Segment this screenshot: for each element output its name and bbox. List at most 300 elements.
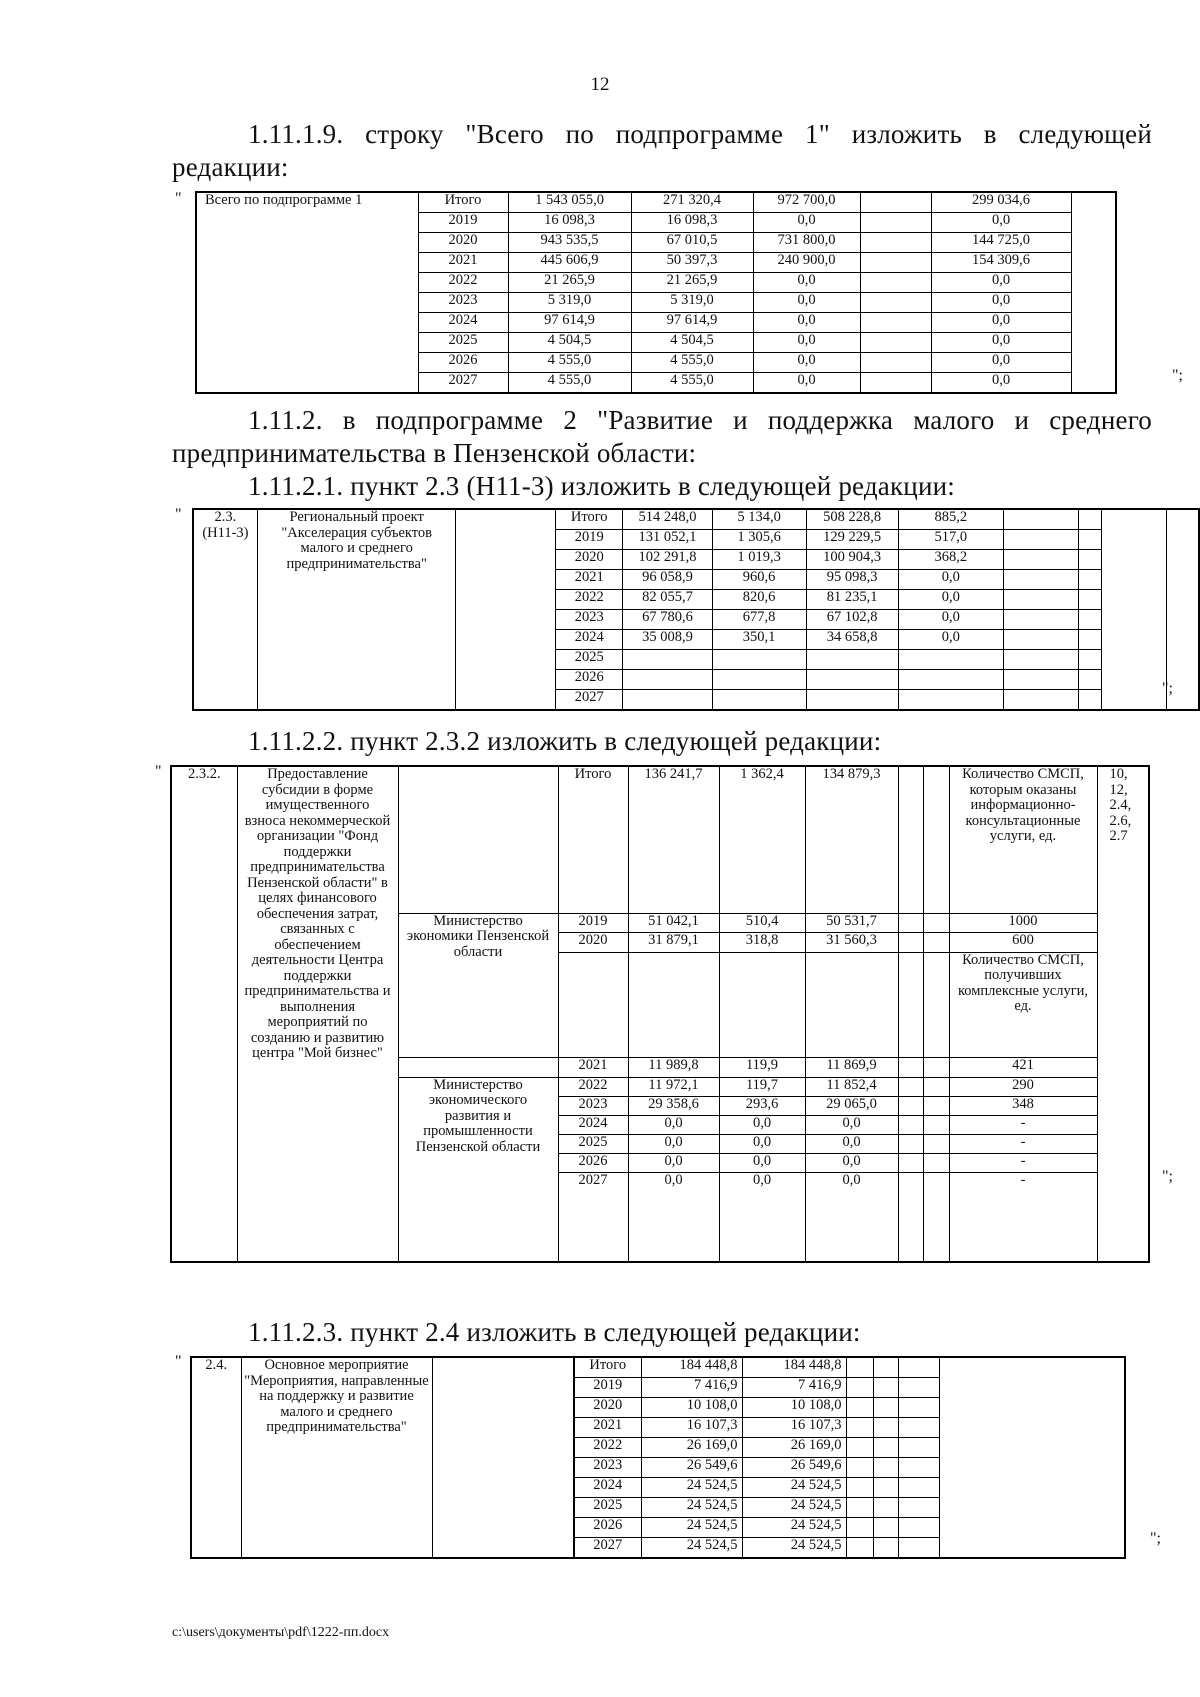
table-cell: 136 241,7 bbox=[628, 766, 719, 913]
year-cell: 2020 bbox=[418, 233, 508, 253]
table-cell: 11 989,8 bbox=[628, 1057, 719, 1077]
table-cell: 51 042,1 bbox=[628, 913, 719, 932]
table-cell: 0,0 bbox=[719, 1115, 805, 1134]
table-item-2-3-2 bbox=[170, 765, 1150, 1263]
table-cell bbox=[712, 670, 806, 690]
table-cell: 0,0 bbox=[931, 333, 1071, 353]
table-cell bbox=[623, 690, 712, 711]
table-cell bbox=[873, 1478, 898, 1498]
table-cell bbox=[898, 1498, 939, 1518]
table-cell: 96 058,9 bbox=[623, 570, 712, 590]
year-cell: 2019 bbox=[558, 913, 628, 932]
year-cell: 2023 bbox=[574, 1458, 641, 1478]
table-cell: 97 614,9 bbox=[508, 313, 631, 333]
table-cell: - bbox=[949, 1134, 1097, 1153]
table-cell bbox=[873, 1357, 898, 1378]
table-cell bbox=[558, 952, 628, 1057]
table-cell bbox=[898, 650, 1003, 670]
table-cell: 16 098,3 bbox=[508, 213, 631, 233]
table-cell: 50 531,7 bbox=[805, 913, 898, 932]
executor-1: Министерство экономики Пензенской области bbox=[398, 913, 558, 1057]
year-cell: 2022 bbox=[574, 1438, 641, 1458]
table-cell bbox=[860, 313, 931, 333]
item-title: Предоставление субсидии в форме имущественного взноса некоммерческой организации "Фонд поддержки предпринимательства Пензенской области" в целях финансового обеспечения затрат, связанных с обеспечением деятельности Центра поддержки предпринимательства и выполнения мероприятий по созданию и развитию центра "Мой бизнес" bbox=[237, 766, 398, 1262]
year-cell: 2022 bbox=[418, 273, 508, 293]
table-cell: 0,0 bbox=[753, 373, 860, 394]
table-cell bbox=[806, 690, 898, 711]
table-cell bbox=[1003, 530, 1078, 550]
table-cell: 144 725,0 bbox=[931, 233, 1071, 253]
table-cell: 4 555,0 bbox=[508, 353, 631, 373]
year-cell: 2019 bbox=[574, 1378, 641, 1398]
table-cell bbox=[846, 1357, 873, 1378]
year-cell: 2024 bbox=[418, 313, 508, 333]
executor-cell bbox=[456, 509, 556, 710]
year-cell: Итого bbox=[418, 192, 508, 213]
table-cell bbox=[1003, 690, 1078, 711]
table-cell bbox=[1003, 630, 1078, 650]
year-cell: 2020 bbox=[558, 932, 628, 952]
row-label: Всего по подпрограмме 1 bbox=[196, 192, 418, 393]
table-cell: 154 309,6 bbox=[931, 253, 1071, 273]
year-cell: 2019 bbox=[418, 213, 508, 233]
table-cell: 885,2 bbox=[898, 509, 1003, 530]
table-cell bbox=[923, 1096, 949, 1115]
table-cell: 0,0 bbox=[719, 1153, 805, 1172]
table-cell bbox=[898, 766, 923, 913]
table-cell bbox=[1079, 509, 1102, 530]
table-cell: 24 524,5 bbox=[641, 1498, 742, 1518]
table-cell: 731 800,0 bbox=[753, 233, 860, 253]
table-cell bbox=[873, 1378, 898, 1398]
table-row bbox=[171, 766, 1149, 913]
table-cell: 131 052,1 bbox=[623, 530, 712, 550]
table-cell bbox=[1003, 650, 1078, 670]
table-item-2-3 bbox=[192, 508, 1200, 711]
table-cell: 81 235,1 bbox=[806, 590, 898, 610]
year-cell: 2020 bbox=[556, 550, 623, 570]
table-cell: 24 524,5 bbox=[742, 1538, 846, 1559]
table-cell bbox=[898, 670, 1003, 690]
table-cell: 26 549,6 bbox=[742, 1458, 846, 1478]
table-cell: 10 108,0 bbox=[742, 1398, 846, 1418]
open-quote: " bbox=[175, 190, 182, 207]
year-cell: Итого bbox=[574, 1357, 641, 1378]
table-cell: 0,0 bbox=[931, 213, 1071, 233]
heading-1-11-1-9-line2: редакции: bbox=[172, 152, 289, 182]
table-cell: 119,9 bbox=[719, 1057, 805, 1077]
table-cell: 293,6 bbox=[719, 1096, 805, 1115]
close-quote: "; bbox=[1162, 680, 1173, 697]
table-cell bbox=[923, 1077, 949, 1096]
table-cell: 184 448,8 bbox=[742, 1357, 846, 1378]
open-quote: " bbox=[175, 1353, 182, 1370]
table-cell bbox=[873, 1458, 898, 1478]
table-cell bbox=[860, 233, 931, 253]
table-cell bbox=[1079, 590, 1102, 610]
heading-1-11-1-9-line1: 1.11.1.9. строку "Всего по подпрограмме 1" изложить в следующей bbox=[248, 119, 1152, 149]
year-cell: 2020 bbox=[574, 1398, 641, 1418]
table-cell bbox=[846, 1438, 873, 1458]
table-cell bbox=[923, 952, 949, 1057]
table-cell: - bbox=[949, 1172, 1097, 1262]
table-cell bbox=[1079, 650, 1102, 670]
table-cell: 5 134,0 bbox=[712, 509, 806, 530]
table-cell bbox=[873, 1518, 898, 1538]
table-cell: 820,6 bbox=[712, 590, 806, 610]
table-cell: 0,0 bbox=[628, 1153, 719, 1172]
table-cell bbox=[898, 1096, 923, 1115]
close-quote: "; bbox=[1150, 1530, 1161, 1547]
table-cell bbox=[806, 650, 898, 670]
year-cell: 2023 bbox=[558, 1096, 628, 1115]
table-cell: 31 560,3 bbox=[805, 932, 898, 952]
table-cell bbox=[923, 766, 949, 913]
table-cell bbox=[860, 213, 931, 233]
table-cell bbox=[923, 1115, 949, 1134]
table-cell: 0,0 bbox=[753, 333, 860, 353]
table-cell: 67 102,8 bbox=[806, 610, 898, 630]
table-cell: 24 524,5 bbox=[742, 1498, 846, 1518]
executor-cell bbox=[398, 766, 558, 913]
table-cell bbox=[898, 952, 923, 1057]
table-cell bbox=[1003, 590, 1078, 610]
table-cell: 11 869,9 bbox=[805, 1057, 898, 1077]
table-cell bbox=[923, 1057, 949, 1077]
table-cell: 0,0 bbox=[931, 293, 1071, 313]
table-cell: 4 504,5 bbox=[508, 333, 631, 353]
table-cell bbox=[846, 1518, 873, 1538]
year-cell: 2026 bbox=[558, 1153, 628, 1172]
year-cell: 2025 bbox=[556, 650, 623, 670]
table-item-2-4 bbox=[190, 1356, 1126, 1559]
table-cell: 24 524,5 bbox=[641, 1518, 742, 1538]
table-cell: 510,4 bbox=[719, 913, 805, 932]
table-cell: 421 bbox=[949, 1057, 1097, 1077]
table-cell: 0,0 bbox=[898, 630, 1003, 650]
table-cell: 0,0 bbox=[931, 313, 1071, 333]
table-cell: 134 879,3 bbox=[805, 766, 898, 913]
table-cell bbox=[1079, 610, 1102, 630]
table-cell: 4 504,5 bbox=[631, 333, 753, 353]
table-subprogram-1-total bbox=[195, 191, 1117, 394]
table-cell bbox=[806, 670, 898, 690]
table-row bbox=[191, 1357, 1125, 1378]
table-cell bbox=[846, 1478, 873, 1498]
table-cell bbox=[898, 1172, 923, 1262]
table-cell: 16 107,3 bbox=[641, 1418, 742, 1438]
table-cell bbox=[898, 1518, 939, 1538]
table-cell bbox=[898, 1115, 923, 1134]
table-cell bbox=[898, 690, 1003, 711]
table-cell bbox=[860, 333, 931, 353]
table-cell: 34 658,8 bbox=[806, 630, 898, 650]
table-cell: 299 034,6 bbox=[931, 192, 1071, 213]
year-cell: Итого bbox=[556, 509, 623, 530]
year-cell: 2023 bbox=[556, 610, 623, 630]
heading-1-11-2-line1: 1.11.2. в подпрограмме 2 "Развитие и поддержка малого и среднего bbox=[248, 405, 1152, 435]
table-row bbox=[193, 509, 1199, 530]
table-cell: 0,0 bbox=[805, 1134, 898, 1153]
year-cell: 2021 bbox=[418, 253, 508, 273]
year-cell: Итого bbox=[558, 766, 628, 913]
year-cell: 2021 bbox=[556, 570, 623, 590]
table-cell bbox=[873, 1398, 898, 1418]
table-cell: 82 055,7 bbox=[623, 590, 712, 610]
table-cell bbox=[860, 373, 931, 394]
year-cell: 2025 bbox=[418, 333, 508, 353]
table-cell: 4 555,0 bbox=[631, 353, 753, 373]
table-cell: 10 108,0 bbox=[641, 1398, 742, 1418]
table-cell bbox=[712, 650, 806, 670]
table-row bbox=[196, 192, 1116, 213]
table-cell bbox=[1079, 670, 1102, 690]
table-cell bbox=[1079, 630, 1102, 650]
close-quote: "; bbox=[1172, 367, 1183, 384]
table-cell bbox=[898, 1357, 939, 1378]
table-cell bbox=[1003, 570, 1078, 590]
table-cell bbox=[873, 1438, 898, 1458]
table-cell: 11 972,1 bbox=[628, 1077, 719, 1096]
table-cell: 35 008,9 bbox=[623, 630, 712, 650]
open-quote: " bbox=[155, 763, 162, 780]
table-cell: 0,0 bbox=[628, 1115, 719, 1134]
table-cell: 972 700,0 bbox=[753, 192, 860, 213]
table-cell bbox=[898, 1478, 939, 1498]
indicator-cell bbox=[939, 1357, 1125, 1558]
table-cell: 26 169,0 bbox=[641, 1438, 742, 1458]
table-cell bbox=[860, 192, 931, 213]
table-cell: 0,0 bbox=[898, 610, 1003, 630]
table-cell: 24 524,5 bbox=[641, 1478, 742, 1498]
table-cell bbox=[846, 1458, 873, 1478]
table-cell: 0,0 bbox=[805, 1172, 898, 1262]
table-cell: 16 107,3 bbox=[742, 1418, 846, 1438]
table-cell: 318,8 bbox=[719, 932, 805, 952]
table-cell: 24 524,5 bbox=[742, 1478, 846, 1498]
table-cell: 102 291,8 bbox=[623, 550, 712, 570]
heading-1-11-2-2: 1.11.2.2. пункт 2.3.2 изложить в следующей редакции: bbox=[248, 726, 882, 756]
year-cell: 2027 bbox=[556, 690, 623, 711]
table-cell: 11 852,4 bbox=[805, 1077, 898, 1096]
table-cell bbox=[873, 1538, 898, 1559]
table-cell: 29 358,6 bbox=[628, 1096, 719, 1115]
table-cell: 348 bbox=[949, 1096, 1097, 1115]
table-cell: 350,1 bbox=[712, 630, 806, 650]
table-cell bbox=[923, 1134, 949, 1153]
table-cell: 16 098,3 bbox=[631, 213, 753, 233]
table-cell bbox=[846, 1378, 873, 1398]
table-cell: 97 614,9 bbox=[631, 313, 753, 333]
table-cell bbox=[1079, 530, 1102, 550]
table-cell: 67 780,6 bbox=[623, 610, 712, 630]
year-cell: 2027 bbox=[558, 1172, 628, 1262]
table-cell bbox=[1003, 670, 1078, 690]
year-cell: 2026 bbox=[574, 1518, 641, 1538]
year-cell: 2024 bbox=[574, 1478, 641, 1498]
table-cell bbox=[873, 1498, 898, 1518]
table-cell: 1 543 055,0 bbox=[508, 192, 631, 213]
table-cell bbox=[712, 690, 806, 711]
table-cell: 1 019,3 bbox=[712, 550, 806, 570]
indicator-1: Количество СМСП, которым оказаны информационно-консультационные услуги, ед. bbox=[949, 766, 1097, 913]
year-cell: 2027 bbox=[418, 373, 508, 394]
table-cell bbox=[898, 932, 923, 952]
table-cell bbox=[898, 913, 923, 932]
year-cell: 2021 bbox=[574, 1418, 641, 1438]
table-cell bbox=[898, 1458, 939, 1478]
table-cell: 271 320,4 bbox=[631, 192, 753, 213]
footer-file-path: c:\users\документы\pdf\1222-пп.docx bbox=[172, 1625, 390, 1640]
table-cell: 29 065,0 bbox=[805, 1096, 898, 1115]
table-cell bbox=[898, 1378, 939, 1398]
table-cell bbox=[846, 1398, 873, 1418]
executor-cell bbox=[432, 1357, 574, 1558]
table-cell: 0,0 bbox=[805, 1153, 898, 1172]
close-quote: "; bbox=[1162, 1168, 1173, 1185]
table-cell: 184 448,8 bbox=[641, 1357, 742, 1378]
table-cell: 600 bbox=[949, 932, 1097, 952]
table-cell: 960,6 bbox=[712, 570, 806, 590]
table-cell: 0,0 bbox=[898, 590, 1003, 610]
table-cell bbox=[846, 1538, 873, 1559]
year-cell: 2027 bbox=[574, 1538, 641, 1559]
links-cell bbox=[1167, 509, 1199, 710]
heading-1-11-2-line2: предпринимательства в Пензенской области: bbox=[172, 438, 697, 468]
table-cell bbox=[860, 273, 931, 293]
table-cell: 67 010,5 bbox=[631, 233, 753, 253]
table-cell bbox=[1003, 550, 1078, 570]
table-cell bbox=[873, 1418, 898, 1438]
table-cell bbox=[623, 650, 712, 670]
table-cell bbox=[898, 1418, 939, 1438]
table-cell: 0,0 bbox=[753, 213, 860, 233]
table-cell: 1000 bbox=[949, 913, 1097, 932]
table-cell bbox=[719, 952, 805, 1057]
year-cell: 2019 bbox=[556, 530, 623, 550]
executor-2: Министерство экономического развития и промышленности Пензенской области bbox=[398, 1077, 558, 1262]
year-cell: 2022 bbox=[558, 1077, 628, 1096]
table-cell bbox=[1079, 570, 1102, 590]
table-cell: 1 305,6 bbox=[712, 530, 806, 550]
year-cell: 2023 bbox=[418, 293, 508, 313]
table-cell: 508 228,8 bbox=[806, 509, 898, 530]
table-cell: 24 524,5 bbox=[641, 1538, 742, 1559]
table-cell: 0,0 bbox=[753, 293, 860, 313]
table-cell: 95 098,3 bbox=[806, 570, 898, 590]
item-title: Региональный проект "Акселерация субъектов малого и среднего предпринимательства" bbox=[257, 509, 456, 710]
table-cell: 50 397,3 bbox=[631, 253, 753, 273]
table-cell bbox=[1079, 690, 1102, 711]
table-cell: 0,0 bbox=[719, 1134, 805, 1153]
year-cell: 2021 bbox=[558, 1057, 628, 1077]
table-cell: 0,0 bbox=[931, 273, 1071, 293]
table-cell: 514 248,0 bbox=[623, 509, 712, 530]
table-cell: 31 879,1 bbox=[628, 932, 719, 952]
table-cell bbox=[898, 1077, 923, 1096]
item-number: 2.3. (Н11-3) bbox=[193, 509, 257, 710]
table-cell bbox=[1003, 610, 1078, 630]
table-cell: 0,0 bbox=[753, 313, 860, 333]
table-cell: 0,0 bbox=[628, 1172, 719, 1262]
table-cell: 26 169,0 bbox=[742, 1438, 846, 1458]
table-cell: 4 555,0 bbox=[508, 373, 631, 394]
table-cell: 5 319,0 bbox=[631, 293, 753, 313]
table-cell: 7 416,9 bbox=[641, 1378, 742, 1398]
table-cell bbox=[860, 353, 931, 373]
table-cell: 0,0 bbox=[719, 1172, 805, 1262]
year-cell: 2024 bbox=[558, 1115, 628, 1134]
year-cell: 2025 bbox=[558, 1134, 628, 1153]
year-cell: 2022 bbox=[556, 590, 623, 610]
table-cell: 368,2 bbox=[898, 550, 1003, 570]
table-cell: 4 555,0 bbox=[631, 373, 753, 394]
table-cell bbox=[846, 1418, 873, 1438]
table-cell bbox=[898, 1398, 939, 1418]
table-cell: 677,8 bbox=[712, 610, 806, 630]
empty-cell bbox=[1071, 192, 1116, 393]
table-cell bbox=[923, 932, 949, 952]
heading-1-11-2-3: 1.11.2.3. пункт 2.4 изложить в следующей редакции: bbox=[248, 1317, 861, 1347]
table-cell bbox=[846, 1498, 873, 1518]
year-cell: 2026 bbox=[556, 670, 623, 690]
indicator-cell bbox=[1101, 509, 1166, 710]
year-cell: 2025 bbox=[574, 1498, 641, 1518]
page-number: 12 bbox=[590, 74, 610, 95]
table-cell: 7 416,9 bbox=[742, 1378, 846, 1398]
table-cell bbox=[898, 1057, 923, 1077]
table-cell bbox=[923, 913, 949, 932]
table-cell bbox=[1003, 509, 1078, 530]
table-cell bbox=[623, 670, 712, 690]
table-cell bbox=[898, 1538, 939, 1559]
open-quote: " bbox=[175, 506, 182, 523]
table-cell: 0,0 bbox=[931, 353, 1071, 373]
table-cell: 21 265,9 bbox=[631, 273, 753, 293]
table-cell: 240 900,0 bbox=[753, 253, 860, 273]
table-cell: 0,0 bbox=[753, 273, 860, 293]
table-cell bbox=[923, 1153, 949, 1172]
table-cell bbox=[898, 1134, 923, 1153]
table-cell: 119,7 bbox=[719, 1077, 805, 1096]
executor-cell bbox=[398, 1057, 558, 1077]
table-cell: 517,0 bbox=[898, 530, 1003, 550]
heading-1-11-2-1: 1.11.2.1. пункт 2.3 (Н11-3) изложить в следующей редакции: bbox=[248, 471, 955, 501]
table-cell: 943 535,5 bbox=[508, 233, 631, 253]
table-cell: 0,0 bbox=[931, 373, 1071, 394]
table-cell bbox=[923, 1172, 949, 1262]
table-cell: 0,0 bbox=[805, 1115, 898, 1134]
table-cell: 100 904,3 bbox=[806, 550, 898, 570]
table-cell: 0,0 bbox=[628, 1134, 719, 1153]
table-cell: 26 549,6 bbox=[641, 1458, 742, 1478]
table-cell bbox=[860, 293, 931, 313]
table-cell: 0,0 bbox=[753, 353, 860, 373]
table-cell: 290 bbox=[949, 1077, 1097, 1096]
table-cell bbox=[1079, 550, 1102, 570]
indicator-2: Количество СМСП, получивших комплексные услуги, ед. bbox=[949, 952, 1097, 1057]
table-cell bbox=[898, 1153, 923, 1172]
table-cell: 445 606,9 bbox=[508, 253, 631, 273]
table-cell: 5 319,0 bbox=[508, 293, 631, 313]
table-cell: - bbox=[949, 1115, 1097, 1134]
table-cell bbox=[628, 952, 719, 1057]
links-cell: 10, 12, 2.4, 2.6, 2.7 bbox=[1097, 766, 1149, 1262]
table-cell bbox=[860, 253, 931, 273]
item-title: Основное мероприятие "Мероприятия, направленные на поддержку и развитие малого и среднего предпринимательства" bbox=[241, 1357, 432, 1558]
table-cell: 129 229,5 bbox=[806, 530, 898, 550]
table-cell: 0,0 bbox=[898, 570, 1003, 590]
